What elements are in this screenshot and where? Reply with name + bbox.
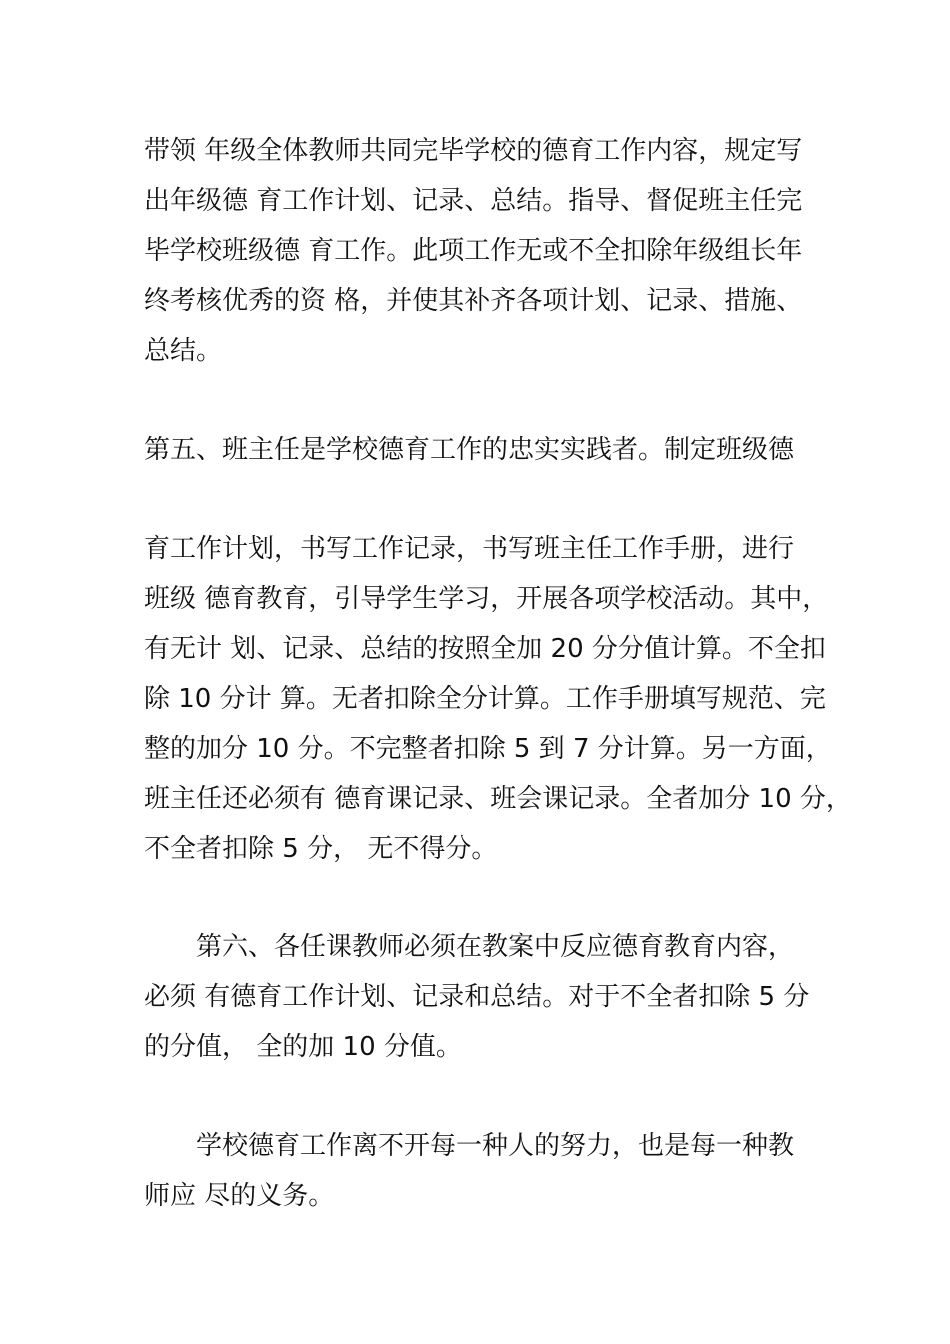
- text-line: 终考核优秀的资 格，并使其补齐各项计划、记录、措施、: [144, 286, 803, 316]
- paragraph-closing: [144, 1121, 844, 1221]
- text-line: 毕学校班级德 育工作。此项工作无或不全扣除年级组长年: [144, 236, 803, 266]
- text-line: 总结。: [144, 336, 223, 366]
- text-line: 学校德育工作离不开每一种人的努力，也是每一种教: [196, 1131, 795, 1161]
- paragraph-grade-leader: [144, 126, 844, 376]
- text-line: 带领 年级全体教师共同完毕学校的德育工作内容，规定写: [144, 136, 803, 166]
- text-line: 第五、班主任是学校德育工作的忠实实践者。制定班级德: [144, 435, 795, 465]
- text-line: 出年级德 育工作计划、记录、总结。指导、督促班主任完: [144, 186, 803, 216]
- text-line: 不全者扣除 5 分， 无不得分。: [144, 834, 498, 864]
- text-line: 班级 德育教育，引导学生学习，开展各项学校活动。其中，: [144, 584, 829, 614]
- text-line: 第六、各任课教师必须在教案中反应德育教育内容，: [196, 932, 795, 962]
- text-line: 育工作计划，书写工作记录，书写班主任工作手册，进行: [144, 534, 795, 564]
- text-line: 班主任还必须有 德育课记录、班会课记录。全者加分 10 分，: [144, 784, 852, 814]
- text-line: 的分值， 全的加 10 分值。: [144, 1032, 462, 1062]
- paragraph-sixth: [144, 922, 844, 1072]
- paragraph-head-teacher: [144, 524, 852, 874]
- text-line: 师应 尽的义务。: [144, 1181, 335, 1211]
- text-line: 除 10 分计 算。无者扣除全分计算。工作手册填写规范、完: [144, 684, 826, 714]
- paragraph-fifth-heading: [144, 425, 844, 475]
- text-line: 整的加分 10 分。不完整者扣除 5 到 7 分计算。另一方面，: [144, 734, 832, 764]
- text-line: 有无计 划、记录、总结的按照全加 20 分分值计算。不全扣: [144, 634, 826, 664]
- text-line: 必须 有德育工作计划、记录和总结。对于不全者扣除 5 分: [144, 982, 810, 1012]
